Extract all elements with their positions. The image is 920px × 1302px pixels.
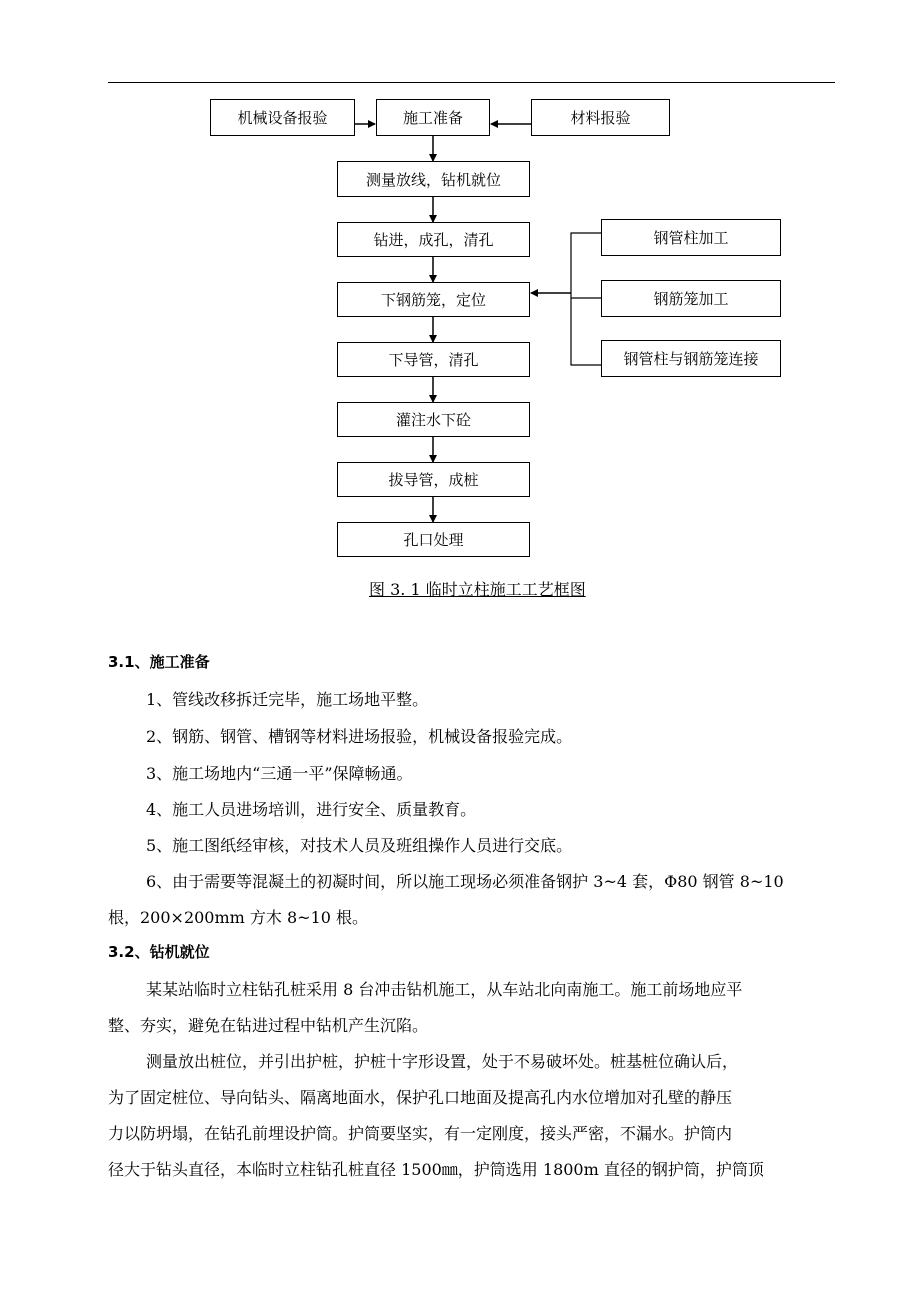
paragraph-line: 6、由于需要等混凝土的初凝时间，所以施工现场必须准备钢护 3~4 套，Φ80 钢管 8~10: [146, 872, 784, 891]
box-side-1: 钢管柱加工: [601, 219, 781, 256]
paragraph-line: 4、施工人员进场培训，进行安全、质量教育。: [146, 800, 477, 819]
box-step-6: 灌注水下砼: [337, 402, 530, 437]
box-step-8: 孔口处理: [337, 522, 530, 557]
paragraph-line: 整、夯实，避免在钻进过程中钻机产生沉陷。: [108, 1016, 429, 1035]
paragraph-line: 根，200×200mm 方木 8~10 根。: [108, 908, 369, 927]
box-step-1: 施工准备: [376, 99, 490, 136]
paragraph-line: 3、施工场地内“三通一平”保障畅通。: [146, 764, 413, 783]
box-step-7: 拔导管，成桩: [337, 462, 530, 497]
box-side-2: 钢筋笼加工: [601, 280, 781, 317]
paragraph-line: 1、管线改移拆迁完毕，施工场地平整。: [146, 690, 429, 709]
box-right-input: 材料报验: [531, 99, 670, 136]
box-left-input: 机械设备报验: [210, 99, 355, 136]
paragraph-line: 为了固定桩位、导向钻头、隔离地面水，保护孔口地面及提高孔内水位增加对孔壁的静压: [108, 1088, 733, 1107]
paragraph-line: 力以防坍塌，在钻孔前埋设护筒。护筒要坚实，有一定刚度，接头严密，不漏水。护筒内: [108, 1124, 733, 1143]
box-side-3: 钢管柱与钢筋笼连接: [601, 340, 781, 377]
side-bracket: [571, 233, 601, 365]
figure-caption: 图 3. 1 临时立柱施工工艺框图: [369, 580, 586, 599]
paragraph-line: 5、施工图纸经审核，对技术人员及班组操作人员进行交底。: [146, 836, 573, 855]
box-step-4: 下钢筋笼，定位: [337, 282, 530, 317]
paragraph-line: 某某站临时立柱钻孔桩采用 8 台冲击钻机施工，从车站北向南施工。施工前场地应平: [146, 980, 743, 999]
section-heading: 3.2、钻机就位: [108, 943, 210, 961]
section-heading: 3.1、施工准备: [108, 653, 210, 671]
paragraph-line: 2、钢筋、钢管、槽钢等材料进场报验，机械设备报验完成。: [146, 727, 573, 746]
box-step-2: 测量放线，钻机就位: [337, 161, 530, 197]
box-step-3: 钻进，成孔，清孔: [337, 222, 530, 257]
paragraph-line: 径大于钻头直径，本临时立柱钻孔桩直径 1500㎜，护筒选用 1800m 直径的钢护筒，护筒顶: [108, 1160, 764, 1179]
box-step-5: 下导管，清孔: [337, 342, 530, 377]
paragraph-line: 测量放出桩位，并引出护桩，护桩十字形设置，处于不易破坏处。桩基桩位确认后，: [146, 1052, 739, 1071]
